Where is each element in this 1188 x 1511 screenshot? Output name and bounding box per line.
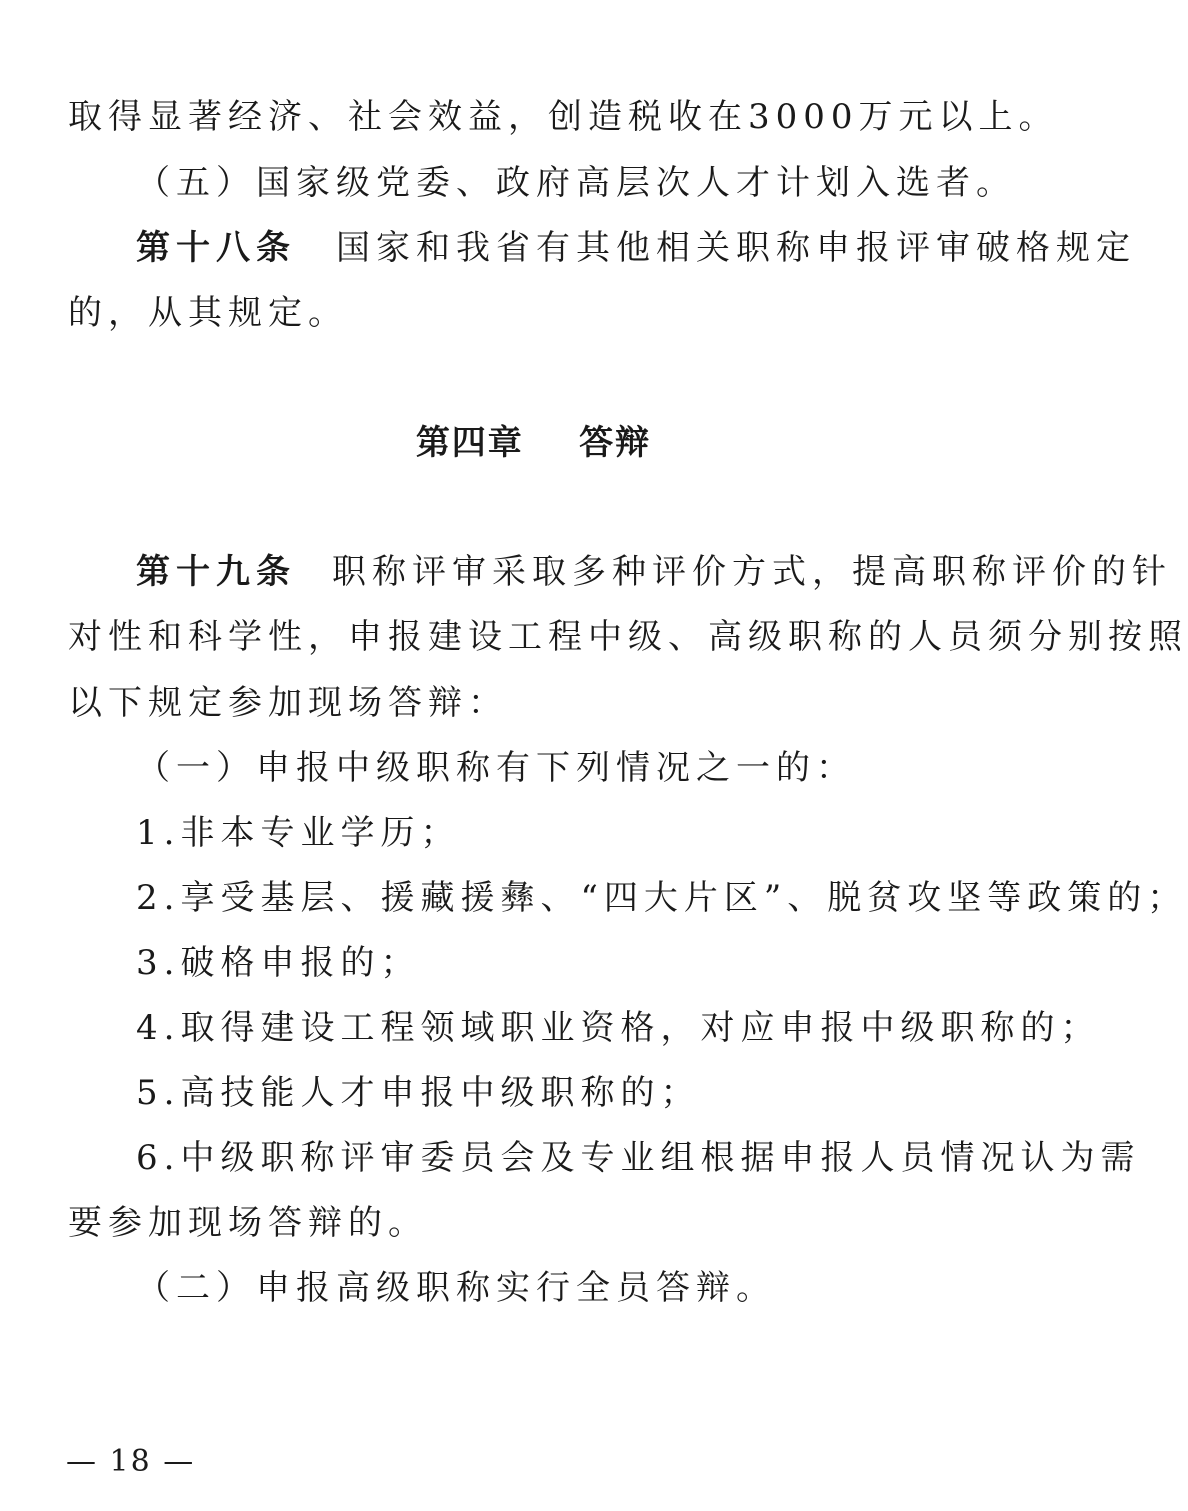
article-19-text: 职称评审采取多种评价方式，提高职称评价的针 — [332, 552, 1172, 592]
list-item-continuation: 要参加现场答辩的。 — [68, 1203, 428, 1243]
chapter-heading: 第四章 答辩 — [415, 423, 652, 463]
list-item: （二）申报高级职称实行全员答辩。 — [136, 1268, 776, 1308]
list-item: 5.高技能人才申报中级职称的； — [136, 1073, 701, 1113]
paragraph-line: （五）国家级党委、政府高层次人才计划入选者。 — [136, 163, 1016, 203]
article-19-line — [136, 552, 1172, 592]
list-item: 6.中级职称评审委员会及专业组根据申报人员情况认为需 — [136, 1138, 1141, 1178]
list-item: 2.享受基层、援藏援彝、“四大片区”、脱贫攻坚等政策的； — [136, 878, 1188, 918]
list-item: 1.非本专业学历； — [136, 813, 461, 853]
article-19-label: 第十九条 — [136, 552, 296, 592]
article-18-text: 国家和我省有其他相关职称申报评审破格规定 — [336, 228, 1136, 268]
paragraph-line: 取得显著经济、社会效益，创造税收在3000万元以上。 — [68, 97, 1059, 137]
article-18-line — [136, 228, 1136, 268]
list-item: 3.破格申报的； — [136, 943, 421, 983]
paragraph-line: 对性和科学性，申报建设工程中级、高级职称的人员须分别按照 — [68, 617, 1188, 657]
article-18-label: 第十八条 — [136, 228, 296, 268]
page-number: — 18 — — [66, 1444, 196, 1479]
paragraph-line: 以下规定参加现场答辩： — [68, 683, 508, 723]
list-item: 4.取得建设工程领域职业资格，对应申报中级职称的； — [136, 1008, 1101, 1048]
list-item: （一）申报中级职称有下列情况之一的： — [136, 748, 856, 788]
paragraph-line: 的，从其规定。 — [68, 293, 348, 333]
